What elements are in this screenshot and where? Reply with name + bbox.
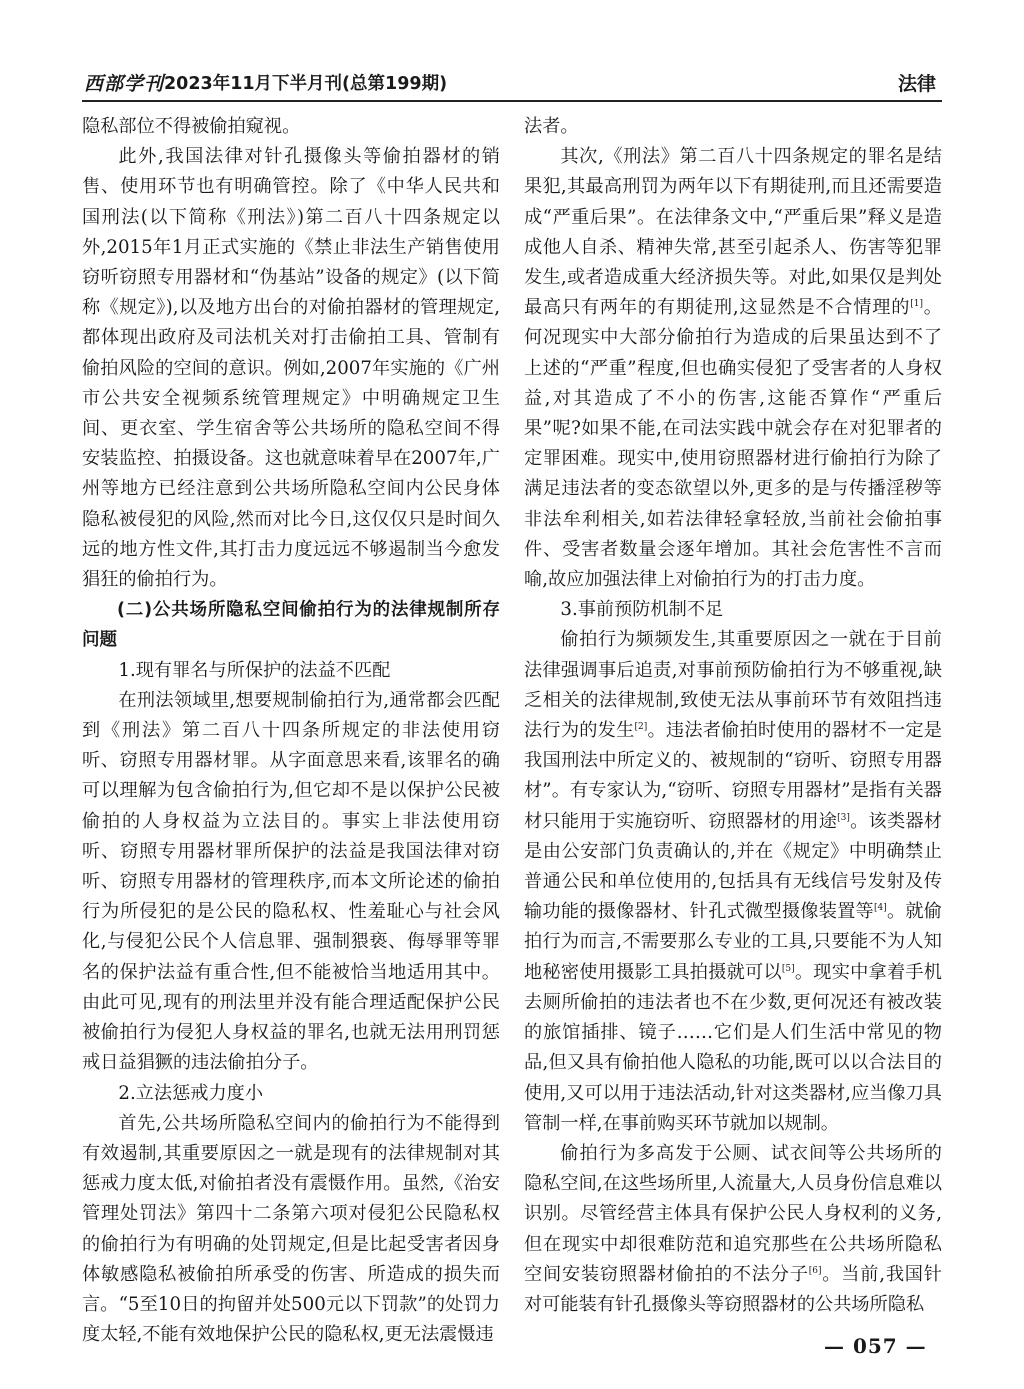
text-run: 。就偷拍行为而言,不需要那么专业的工具,只要能不为人知地秘密使用摄影工具拍摄就可以 (524, 901, 942, 983)
paragraph (524, 1139, 942, 1320)
text-run: 。违法者偷拍时使用的器材不一定是我国刑法中所定义的、被规制的“窃听、窃照专用器材”。有专家认为,“窃听、窃照专用器材”是指有关器材只能用于实施窃听、窃照器材的用途 (524, 720, 942, 832)
paragraph: 法者。 (524, 116, 579, 137)
text-run: 其次,《刑法》第二百八十四条规定的罪名是结果犯,其最高刑罚为两年以下有期徒刑,而且还需要造成“严重后果”。在法律条文中,“严重后果”释义是造成他人自杀、精神失常,甚至引起杀人、伤害等犯罪发生,或者造成重大经济损失等。对此,如果仅是判处最高只有两年的有期徒刑,这显然是不合情理的 (524, 146, 942, 319)
citation-ref: [2] (634, 722, 648, 732)
citation-ref: [6] (808, 1265, 822, 1276)
text-run: 。该类器材是由公安部门负责确认的,并在《规定》中明确禁止普通公民和单位使用的,包括具有无线信号发射及传输功能的摄像器材、针孔式微型摄像装置等 (524, 810, 942, 923)
paragraph: 隐私部位不得被偷拍窥视。 (82, 116, 301, 137)
right-column (524, 112, 942, 1320)
journal-logo: 西部学刊 (84, 73, 165, 95)
text-run: 。何况现实中大部分偷拍行为造成的后果虽达到不了上述的“严重”程度,但也确实侵犯了受害者的人身权益,对其造成了不小的伤害,这能否算作“严重后果”呢?如果不能,在司法实践中就会存在对犯罪者的定罪困难。现实中,使用窃照器材进行偷拍行为除了满足违法者的变态欲望以外,更多的是与传播淫秽等非法牟利相关,如若法律轻拿轻放,当前社会偷拍事件、受害者数量会逐年增加。其社会危害性不言而喻,故应加强法律上对偷拍行为的打击力度。 (524, 297, 942, 591)
section-heading: (二)公共场所隐私空间偷拍行为的法律规制所存问题 (82, 600, 500, 651)
paragraph: 首先,公共场所隐私空间内的偷拍行为不能得到有效遏制,其重要原因之一就是现有的法律规制对其惩戒力度太低,对偷拍者没有震慑作用。虽然,《治安管理处罚法》第四十二条第六项对侵犯公民隐私权的偷拍行为有明确的处罚规定,但是比起受害者因身体敏感隐私被偷拍所承受的伤害、所造成的损失而言。“5至10日的拘留并处500元以下罚款”的处罚力度太轻,不能有效地保护公民的隐私权,更无法震慑违 (82, 1112, 500, 1346)
subsection-heading: 2.立法惩戒力度小 (118, 1082, 264, 1104)
subsection-heading: 1.现有罪名与所保护的法益不匹配 (118, 659, 391, 681)
citation-ref: [4] (873, 903, 887, 914)
running-header (82, 68, 942, 102)
citation-ref: [3] (837, 812, 850, 823)
text-run: 。当前,我国针对可能装有针孔摄像头等窃照器材的公共场所隐私 (524, 1263, 942, 1315)
paragraph (524, 625, 942, 1138)
page-number: — 057 — (824, 1334, 927, 1358)
text-run: 。现实中拿着手机去厕所偷拍的违法者也不在少数,更何况还有被改装的旅馆插排、镜子……它们是人们生活中常见的物品,但又具有偷拍他人隐私的功能,既可以以合法目的使用,又可以用于违法活动,针对这类器材,应当像刀具管制一样,在事前购买环节就加以规制。 (524, 961, 942, 1134)
text-run: 偷拍行为频频发生,其重要原因之一就在于目前法律强调事后追责,对事前预防偷拍行为不够重视,缺乏相关的法律规制,致使无法从事前环节有效阻挡违法行为的发生 (524, 629, 942, 742)
subsection-heading: 3.事前预防机制不足 (560, 599, 724, 621)
text-run: 偷拍行为多高发于公厕、试衣间等公共场所的隐私空间,在这些场所里,人流量大,人员身份信息难以识别。尽管经营主体具有保护公民人身权利的义务,但在现实中却很难防范和追究那些在公共场所隐私空间安装窃照器材偷拍的不法分子 (524, 1142, 942, 1285)
left-column (82, 112, 500, 1350)
paragraph (524, 142, 942, 595)
issue-info: 2023年11月下半月刊(总第199期) (164, 74, 448, 94)
citation-ref: [1] (910, 299, 923, 310)
paragraph: 此外,我国法律对针孔摄像头等偷拍器材的销售、使用环节也有明确管控。除了《中华人民共和国刑法(以下简称《刑法》)第二百八十四条规定以外,2015年1月正式实施的《禁止非法生产销售使用窃听窃照专用器材和“伪基站”设备的规定》(以下简称《规定》),以及地方出台的对偷拍器材的管理规定,都体现出政府及司法机关对打击偷拍工具、管制有偷拍风险的空间的意识。例如,2007年实施的《广州市公共安全视频系统管理规定》中明确规定卫生间、更衣室、学生宿舍等公共场所的隐私空间不得安装监控、拍摄设备。这也就意味着早在2007年,广州等地方已经注意到公共场所隐私空间内公民身体隐私被侵犯的风险,然而对比今日,这仅仅只是时间久远的地方性文件,其打击力度远远不够遏制当今愈发猖狂的偷拍行为。 (82, 146, 500, 591)
citation-ref: [5] (781, 963, 795, 974)
section-label: 法律 (897, 73, 936, 95)
paragraph: 在刑法领域里,想要规制偷拍行为,通常都会匹配到《刑法》第二百八十四条所规定的非法使用窃听、窃照专用器材罪。从字面意思来看,该罪名的确可以理解为包含偷拍行为,但它却不是以保护公民被偷拍的人身权益为立法目的。事实上非法使用窃听、窃照专用器材罪所保护的法益是我国法律对窃听、窃照专用器材的管理秩序,而本文所论述的偷拍行为所侵犯的是公民的隐私权、性羞耻心与社会风化,与侵犯公民个人信息罪、强制猥亵、侮辱罪等罪名的保护法益有重合性,但不能被恰当地适用其中。由此可见,现有的刑法里并没有能合理适配保护公民被偷拍行为侵犯人身权益的罪名,也就无法用刑罚惩戒日益猖獗的违法偷拍分子。 (82, 689, 500, 1074)
